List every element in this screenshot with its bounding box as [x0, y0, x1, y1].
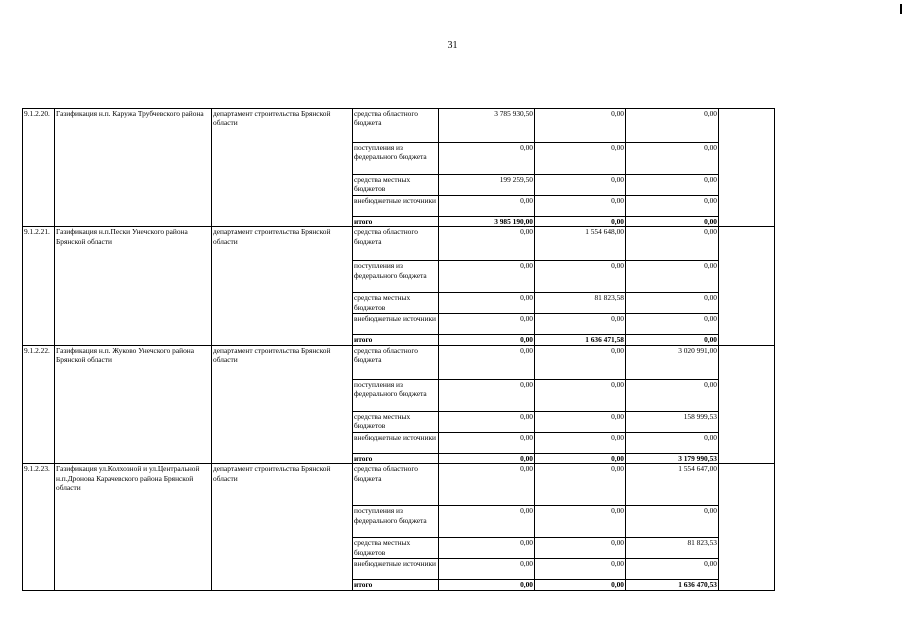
amount-year-3-cell: 0,00: [626, 559, 719, 580]
amount-year-3-cell: 0,00: [626, 261, 719, 293]
funding-source-cell: поступления из федерального бюджета: [353, 143, 439, 175]
amount-year-2-cell: 0,00: [535, 345, 626, 379]
measure-code-cell: 9.1.2.21.: [23, 227, 55, 345]
amount-year-1-cell: 0,00: [439, 379, 535, 411]
amount-year-2-cell: 0,00: [535, 580, 626, 590]
amount-year-2-cell: 0,00: [535, 196, 626, 217]
amount-year-3-cell: 0,00: [626, 175, 719, 196]
amount-year-1-cell: 0,00: [439, 580, 535, 590]
amount-year-1-cell: 0,00: [439, 432, 535, 453]
amount-year-2-cell: 0,00: [535, 109, 626, 143]
funding-source-cell: средства местных бюджетов: [353, 175, 439, 196]
funding-source-cell: средства областного бюджета: [353, 464, 439, 506]
amount-year-3-cell: 0,00: [626, 227, 719, 261]
amount-year-1-cell: 0,00: [439, 196, 535, 217]
budget-table-body: [23, 109, 775, 591]
funding-source-cell: итого: [353, 580, 439, 590]
amount-year-2-cell: 1 636 471,58: [535, 335, 626, 345]
amount-year-1-cell: 0,00: [439, 559, 535, 580]
funding-source-cell: поступления из федерального бюджета: [353, 506, 439, 538]
amount-year-3-cell: 0,00: [626, 379, 719, 411]
funding-source-cell: средства областного бюджета: [353, 109, 439, 143]
amount-year-3-cell: 0,00: [626, 143, 719, 175]
measure-name-cell: Газификация н.п. Каружа Трубчевского района: [55, 109, 212, 227]
funding-source-cell: средства местных бюджетов: [353, 538, 439, 559]
amount-year-1-cell: 0,00: [439, 506, 535, 538]
amount-year-2-cell: 0,00: [535, 175, 626, 196]
measure-name-cell: Газификация н.п.Пески Унечского района Брянской области: [55, 227, 212, 345]
amount-year-3-cell: 3 179 990,53: [626, 453, 719, 463]
amount-year-1-cell: 0,00: [439, 464, 535, 506]
measure-name-cell: Газификация н.п. Жуково Унечского района Брянской области: [55, 345, 212, 463]
funding-source-cell: итого: [353, 335, 439, 345]
amount-year-2-cell: 0,00: [535, 559, 626, 580]
funding-source-cell: средства областного бюджета: [353, 227, 439, 261]
funding-source-cell: итого: [353, 453, 439, 463]
amount-year-2-cell: 0,00: [535, 379, 626, 411]
funding-source-cell: внебюджетные источники: [353, 559, 439, 580]
amount-year-2-cell: 0,00: [535, 506, 626, 538]
executor-cell: департамент строительства Брянской области: [212, 464, 353, 590]
funding-source-cell: внебюджетные источники: [353, 314, 439, 335]
empty-column-cell: [719, 227, 775, 345]
amount-year-3-cell: 0,00: [626, 314, 719, 335]
amount-year-2-cell: 0,00: [535, 217, 626, 227]
amount-year-2-cell: 0,00: [535, 143, 626, 175]
amount-year-3-cell: 0,00: [626, 432, 719, 453]
funding-source-cell: внебюджетные источники: [353, 196, 439, 217]
amount-year-3-cell: 158 999,53: [626, 411, 719, 432]
measure-name-cell: Газификация ул.Колхозной и ул.Центральной н.п.Дронова Карачевского района Брянской области: [55, 464, 212, 590]
measure-code-cell: 9.1.2.20.: [23, 109, 55, 227]
table-row: [23, 109, 775, 143]
amount-year-2-cell: 0,00: [535, 261, 626, 293]
table-row: [23, 345, 775, 379]
amount-year-3-cell: 0,00: [626, 293, 719, 314]
amount-year-1-cell: 0,00: [439, 335, 535, 345]
funding-source-cell: средства областного бюджета: [353, 345, 439, 379]
funding-source-cell: внебюджетные источники: [353, 432, 439, 453]
amount-year-1-cell: 0,00: [439, 143, 535, 175]
amount-year-3-cell: 3 020 991,00: [626, 345, 719, 379]
amount-year-1-cell: 3 785 930,50: [439, 109, 535, 143]
funding-source-cell: средства местных бюджетов: [353, 293, 439, 314]
amount-year-2-cell: 0,00: [535, 432, 626, 453]
amount-year-1-cell: 0,00: [439, 538, 535, 559]
page-number: 31: [447, 40, 458, 51]
budget-table: [22, 108, 775, 591]
amount-year-2-cell: 0,00: [535, 453, 626, 463]
empty-column-cell: [719, 345, 775, 463]
scan-margin-mark: [900, 4, 902, 14]
amount-year-3-cell: 1 554 647,00: [626, 464, 719, 506]
table-row: [23, 464, 775, 506]
funding-source-cell: поступления из федерального бюджета: [353, 261, 439, 293]
executor-cell: департамент строительства Брянской области: [212, 345, 353, 463]
amount-year-1-cell: 0,00: [439, 411, 535, 432]
funding-source-cell: поступления из федерального бюджета: [353, 379, 439, 411]
measure-code-cell: 9.1.2.23.: [23, 464, 55, 590]
amount-year-2-cell: 0,00: [535, 538, 626, 559]
amount-year-3-cell: 0,00: [626, 335, 719, 345]
amount-year-1-cell: 0,00: [439, 227, 535, 261]
amount-year-3-cell: 81 823,53: [626, 538, 719, 559]
empty-column-cell: [719, 109, 775, 227]
amount-year-1-cell: 0,00: [439, 261, 535, 293]
amount-year-1-cell: 0,00: [439, 293, 535, 314]
amount-year-3-cell: 0,00: [626, 196, 719, 217]
amount-year-2-cell: 81 823,58: [535, 293, 626, 314]
amount-year-2-cell: 0,00: [535, 464, 626, 506]
amount-year-1-cell: 0,00: [439, 314, 535, 335]
amount-year-1-cell: 199 259,50: [439, 175, 535, 196]
amount-year-2-cell: 1 554 648,00: [535, 227, 626, 261]
executor-cell: департамент строительства Брянской области: [212, 109, 353, 227]
amount-year-3-cell: 0,00: [626, 109, 719, 143]
amount-year-3-cell: 0,00: [626, 506, 719, 538]
executor-cell: департамент строительства Брянской области: [212, 227, 353, 345]
funding-source-cell: итого: [353, 217, 439, 227]
amount-year-2-cell: 0,00: [535, 411, 626, 432]
table-row: [23, 227, 775, 261]
amount-year-1-cell: 0,00: [439, 345, 535, 379]
amount-year-1-cell: 3 985 190,00: [439, 217, 535, 227]
measure-code-cell: 9.1.2.22.: [23, 345, 55, 463]
funding-source-cell: средства местных бюджетов: [353, 411, 439, 432]
amount-year-1-cell: 0,00: [439, 453, 535, 463]
amount-year-2-cell: 0,00: [535, 314, 626, 335]
empty-column-cell: [719, 464, 775, 590]
amount-year-3-cell: 1 636 470,53: [626, 580, 719, 590]
amount-year-3-cell: 0,00: [626, 217, 719, 227]
